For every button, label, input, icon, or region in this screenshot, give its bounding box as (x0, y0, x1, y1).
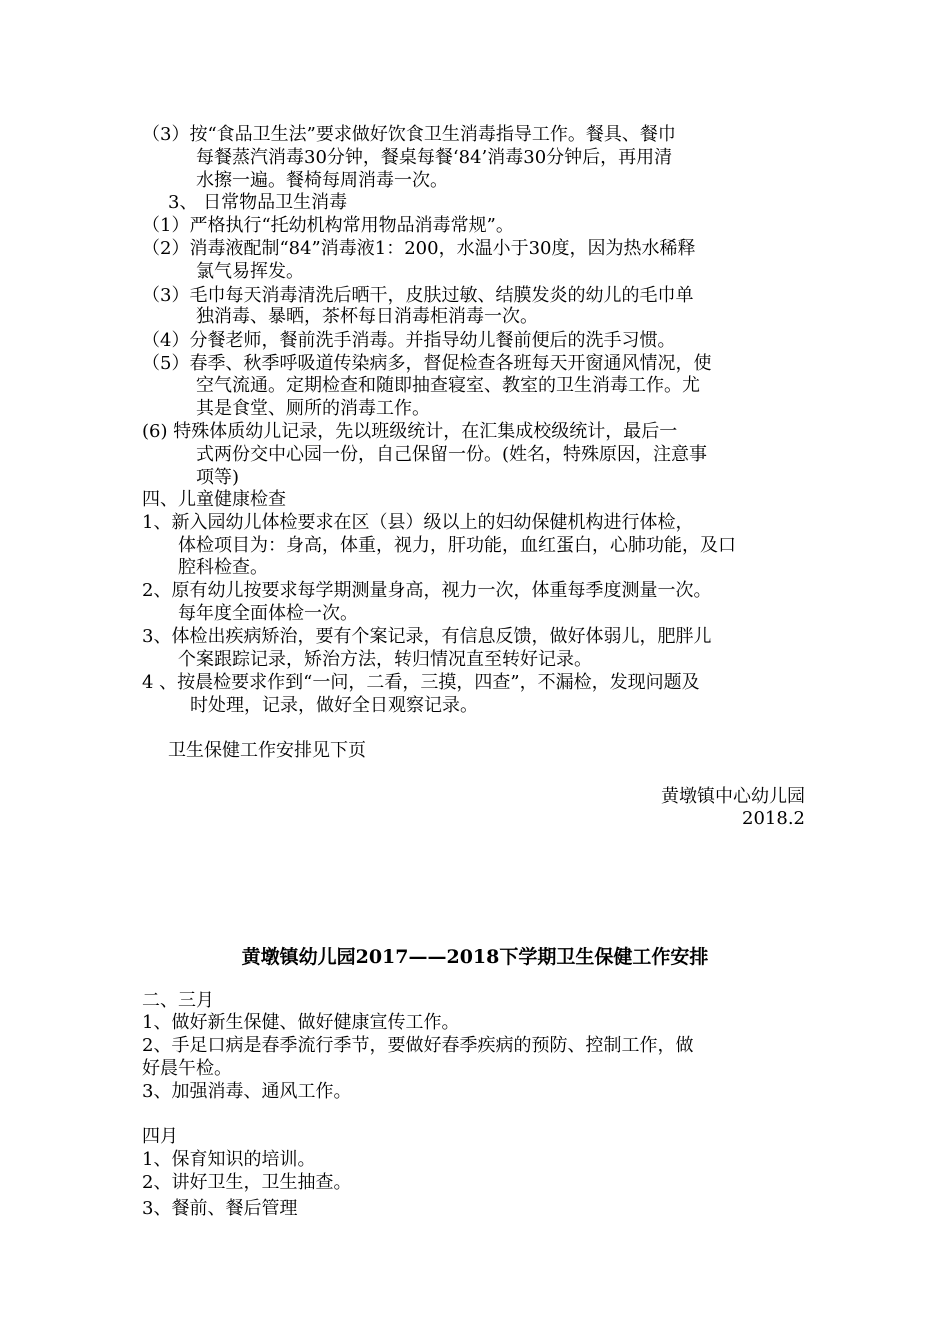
april-item-1: 1、保育知识的培训。 (142, 1149, 316, 1170)
health-item-2-line2: 每年度全面体检一次。 (178, 603, 358, 624)
feb-march-item-1: 1、做好新生保健、做好健康宣传工作。 (142, 1012, 460, 1033)
health-item-3-line2: 个案跟踪记录，矫治方法，转归情况直至转好记录。 (178, 649, 592, 670)
health-item-1-line2: 体检项目为：身高，体重，视力，肝功能，血红蛋白，心肺功能，及口 (178, 535, 736, 556)
item-6-line2: 式两份交中心园一份，自己保留一份。(姓名，特殊原因，注意事 (196, 444, 708, 465)
health-item-1-line3: 腔科检查。 (178, 557, 268, 578)
item-6-line1: (6) 特殊体质幼儿记录，先以班级统计，在汇集成校级统计，最后一 (142, 421, 678, 442)
item-2-line2: 氯气易挥发。 (196, 261, 304, 282)
item-5-line3: 其是食堂、厕所的消毒工作。 (196, 398, 430, 419)
item-4-line: （4）分餐老师，餐前洗手消毒。并指导幼儿餐前便后的洗手习惯。 (142, 330, 676, 351)
organization-name: 黄墩镇中心幼儿园 (661, 786, 805, 807)
feb-march-item-2-line2: 好晨午检。 (142, 1058, 232, 1079)
see-next-page-note: 卫生保健工作安排见下页 (168, 740, 366, 761)
item-3-food-hygiene-line2: 每餐蒸汽消毒30分钟，餐桌每餐‘84’消毒30分钟后，再用清 (196, 147, 673, 168)
item-1-line: （1）严格执行“托幼机构常用物品消毒常规”。 (142, 215, 514, 236)
feb-march-item-2-line1: 2、手足口病是春季流行季节，要做好春季疾病的预防、控制工作，做 (142, 1035, 694, 1056)
heading-feb-march: 二、三月 (142, 990, 214, 1011)
item-5-line1: （5）春季、秋季呼吸道传染病多，督促检查各班每天开窗通风情况，使 (142, 353, 712, 374)
heading-child-health-check: 四、儿童健康检查 (142, 489, 286, 510)
item-6-line3: 项等) (196, 467, 240, 488)
april-item-3: 3、餐前、餐后管理 (142, 1198, 298, 1219)
april-item-2: 2、讲好卫生，卫生抽查。 (142, 1172, 352, 1193)
item-5-line2: 空气流通。定期检查和随即抽查寝室、教室的卫生消毒工作。尤 (196, 375, 700, 396)
heading-daily-items-disinfection: 3、 日常物品卫生消毒 (168, 192, 348, 213)
item-2-line1: （2）消毒液配制“84”消毒液1：200，水温小于30度，因为热水稀释 (142, 238, 696, 259)
health-item-4-line2: 时处理，记录，做好全日观察记录。 (190, 695, 478, 716)
schedule-title: 黄墩镇幼儿园2017——2018下学期卫生保健工作安排 (241, 946, 709, 968)
item-3-towel-line1: （3）毛巾每天消毒清洗后晒干，皮肤过敏、结膜发炎的幼儿的毛巾单 (142, 285, 694, 306)
health-item-4-line1: 4 、按晨检要求作到“一问，二看，三摸，四查”，不漏检，发现问题及 (142, 672, 700, 693)
feb-march-item-3: 3、加强消毒、通风工作。 (142, 1081, 352, 1102)
document-date: 2018.2 (742, 808, 805, 829)
health-item-2-line1: 2、原有幼儿按要求每学期测量身高，视力一次，体重每季度测量一次。 (142, 580, 712, 601)
item-3-food-hygiene-line1: （3）按“食品卫生法”要求做好饮食卫生消毒指导工作。餐具、餐巾 (142, 124, 676, 145)
health-item-3-line1: 3、体检出疾病矫治，要有个案记录，有信息反馈，做好体弱儿，肥胖儿 (142, 626, 712, 647)
item-3-food-hygiene-line3: 水擦一遍。餐椅每周消毒一次。 (196, 170, 448, 191)
heading-april: 四月 (142, 1126, 178, 1147)
health-item-1-line1: 1、新入园幼儿体检要求在区（县）级以上的妇幼保健机构进行体检， (142, 512, 694, 533)
item-3-towel-line2: 独消毒、暴晒，茶杯每日消毒柜消毒一次。 (196, 306, 538, 327)
